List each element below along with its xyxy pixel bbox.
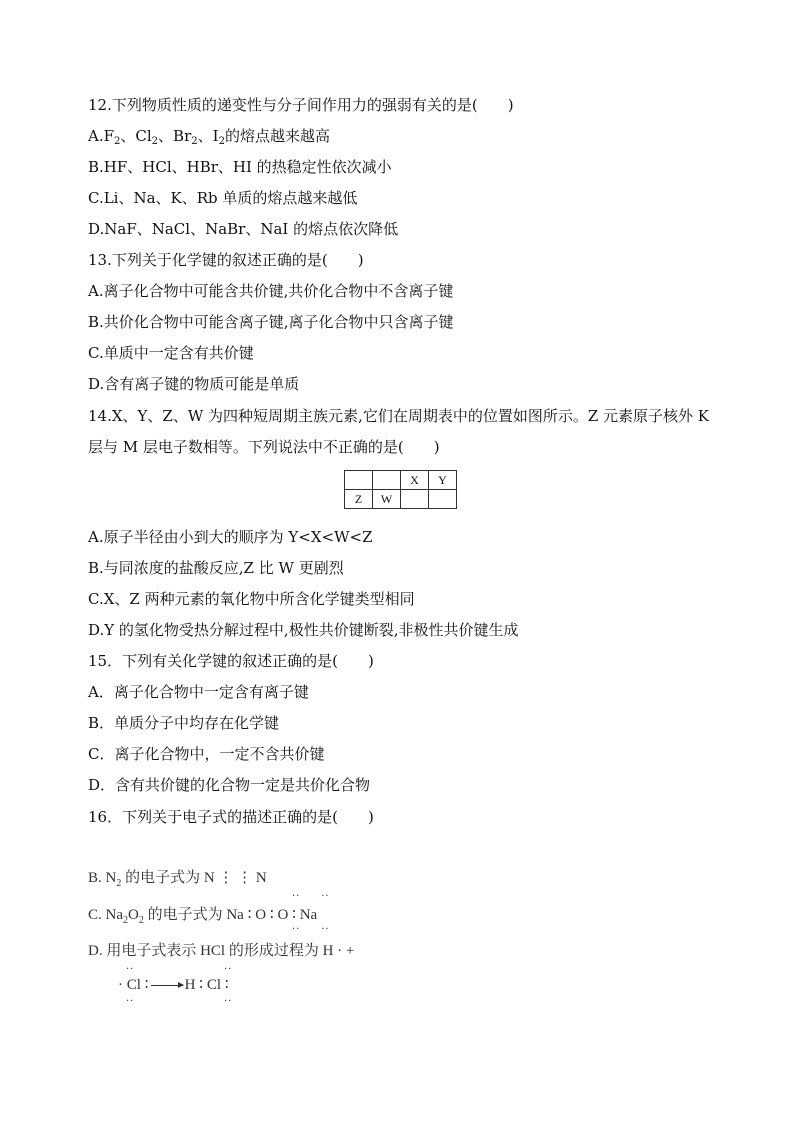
q14-option-c: C.X、Z 两种元素的氧化物中所含化学键类型相同	[88, 590, 415, 608]
reaction-arrow-icon	[151, 985, 183, 986]
cl-product-dots-bottom: ··	[224, 996, 233, 1007]
q13-option-a: A.离子化合物中可能含共价键,共价化合物中不含离子键	[88, 282, 454, 300]
q12-stem: 12.下列物质性质的递变性与分子间作用力的强弱有关的是( )	[88, 96, 514, 114]
cl-product-dots-top: ··	[224, 964, 233, 975]
q12-option-a: $A.F_2$、$Cl_2$、$Br_2$、$I_2$的熔点越来越高	[88, 127, 330, 147]
q14-option-a: A.原子半径由小到大的顺序为 Y<X<W<Z	[88, 528, 373, 546]
table-cell	[373, 471, 401, 490]
q15-option-d: D．含有共价键的化合物一定是共价化合物	[88, 776, 371, 794]
q12-option-b: B.HF、HCl、HBr、HI 的热稳定性依次减小	[88, 158, 392, 176]
table-cell	[345, 471, 373, 490]
q15-stem: 15．下列有关化学键的叙述正确的是( )	[88, 652, 374, 670]
q12-option-c: C.Li、Na、K、Rb 单质的熔点越来越低	[88, 189, 358, 207]
table-cell: Z	[345, 490, 373, 509]
q14-option-d: D.Y 的氢化物受热分解过程中,极性共价键断裂,非极性共价键生成	[88, 621, 519, 639]
periodic-position-table	[344, 470, 457, 509]
table-cell: X	[401, 471, 429, 490]
electron-dots-bottom: ·· ··	[292, 924, 330, 935]
table-cell	[401, 490, 429, 509]
electron-dots-top: ·· ··	[292, 891, 330, 902]
q15-option-a: A．离子化合物中一定含有离子键	[88, 683, 309, 701]
q15-option-c: C．离子化合物中，一定不含共价键	[88, 745, 325, 763]
q16-stem: 16．下列关于电子式的描述正确的是( )	[88, 808, 374, 826]
table-row	[345, 471, 457, 490]
q16-option-c: C. $Na_2O_2$ 的电子式为 Na ∶ O ∶ O ∶ Na	[88, 907, 318, 926]
q13-option-c: C.单质中一定含有共价键	[88, 344, 254, 362]
q13-option-b: B.共价化合物中可能含离子键,离子化合物中只含离子键	[88, 313, 454, 331]
q16-option-d: D. 用电子式表示 HCl 的形成过程为 H · +	[88, 943, 355, 959]
q13-stem: 13.下列关于化学键的叙述正确的是( )	[88, 251, 364, 269]
q14-stem-line1: 14.X、Y、Z、W 为四种短周期主族元素,它们在周期表中的位置如图所示。Z 元素原子核外 K	[88, 407, 709, 425]
cl-dots-top: ··	[126, 964, 135, 975]
q16-option-d-process: · Cl ∶ H ∶ Cl ∶	[118, 977, 229, 993]
q13-option-d: D.含有离子键的物质可能是单质	[88, 375, 300, 393]
table-cell: Y	[429, 471, 457, 490]
table-cell: W	[373, 490, 401, 509]
cl-dots-bottom: ··	[126, 996, 135, 1007]
q15-option-b: B．单质分子中均存在化学键	[88, 714, 280, 732]
table-row	[345, 490, 457, 509]
q14-option-b: B.与同浓度的盐酸反应,Z 比 W 更剧烈	[88, 559, 344, 577]
table-cell	[429, 490, 457, 509]
q12-option-d: D.NaF、NaCl、NaBr、NaI 的熔点依次降低	[88, 220, 399, 238]
q16-option-b: B. $N_2$ 的电子式为 N ⋮ ⋮ N	[88, 870, 267, 889]
q14-stem-line2: 层与 M 层电子数相等。下列说法中不正确的是( )	[88, 438, 440, 456]
